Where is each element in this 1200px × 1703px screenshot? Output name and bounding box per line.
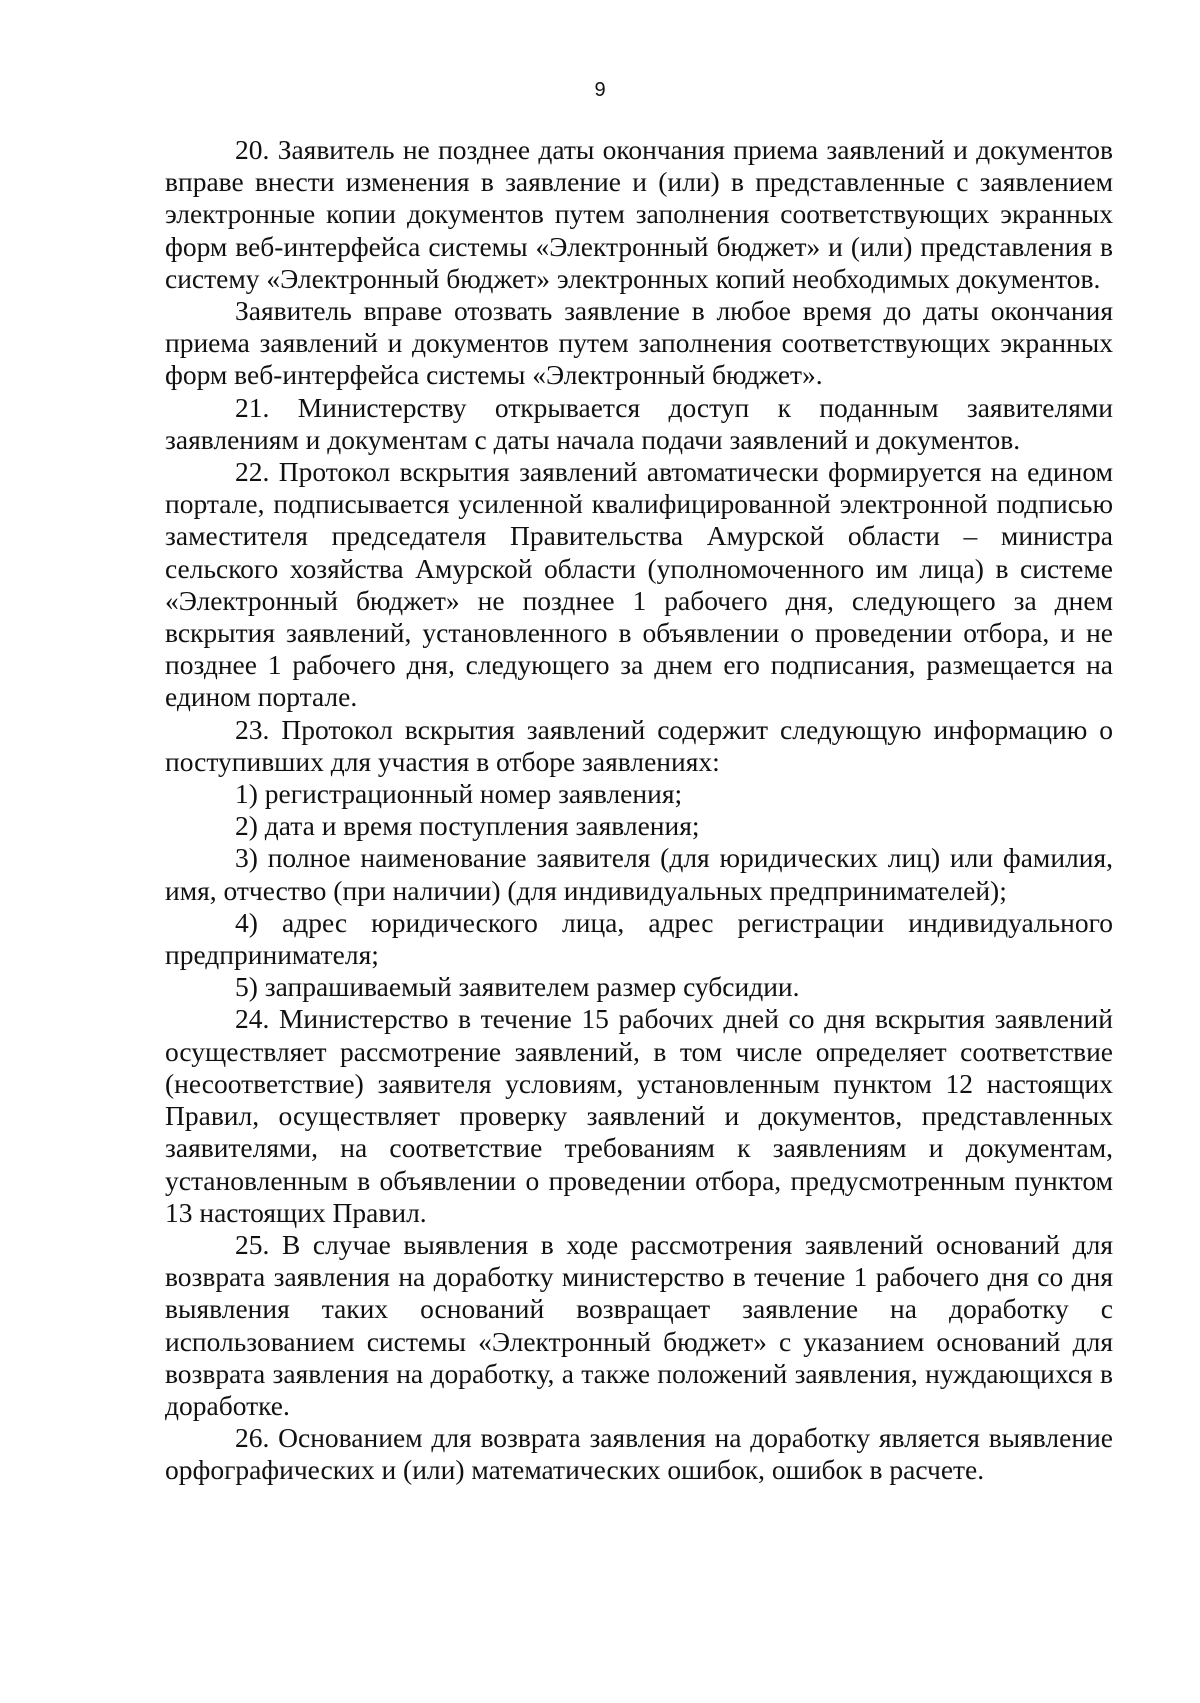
page-number: 9 [594,79,606,101]
document-body [165,134,1113,1487]
paragraph-20-withdrawal: Заявитель вправе отозвать заявление в любое время до даты окончания приема заявлений и документов путем заполнения соответствующих экранных форм веб-интерфейса системы «Электронный бюджет». [165,295,1113,391]
list-item-1: 1) регистрационный номер заявления; [235,778,683,810]
paragraph-22: 22. Протокол вскрытия заявлений автоматически формируется на едином портале, подписывается усиленной квалифицированной электронной подписью заместителя председателя Правительства Амурской области – министра сельского хозяйства Амурской области (уполномоченного им лица) в системе «Электронный бюджет» не позднее 1 рабочего дня, следующего за днем вскрытия заявлений, установленного в объявлении о проведении отбора, и не позднее 1 рабочего дня, следующего за днем его подписания, размещается на едином портале. [165,456,1113,713]
list-item-3: 3) полное наименование заявителя (для юридических лиц) или фамилия, имя, отчество (при наличии) (для индивидуальных предпринимателей); [165,842,1113,906]
paragraph-21: 21. Министерству открывается доступ к поданным заявителями заявлениям и документам с даты начала подачи заявлений и документов. [165,391,1113,455]
paragraph-23: 23. Протокол вскрытия заявлений содержит следующую информацию о поступивших для участия в отборе заявлениях: [165,713,1113,777]
paragraph-26: 26. Основанием для возврата заявления на доработку является выявление орфографических и (или) математических ошибок, ошибок в расчете. [165,1422,1113,1486]
paragraph-25: 25. В случае выявления в ходе рассмотрения заявлений оснований для возврата заявления на доработку министерство в течение 1 рабочего дня со дня выявления таких оснований возвращает заявление на доработку с использованием системы «Электронный бюджет» с указанием оснований для возврата заявления на доработку, а также положений заявления, нуждающихся в доработке. [165,1228,1113,1421]
list-item-5: 5) запрашиваемый заявителем размер субсидии. [235,971,800,1003]
list-item-2: 2) дата и время поступления заявления; [235,810,700,842]
list-item-4: 4) адрес юридического лица, адрес регистрации индивидуального предпринимателя; [165,906,1113,971]
paragraph-20: 20. Заявитель не позднее даты окончания приема заявлений и документов вправе внести изменения в заявление и (или) в представленные с заявлением электронные копии документов путем заполнения соответствующих экранных форм веб-интерфейса системы «Электронный бюджет» и (или) представления в систему «Электронный бюджет» электронных копий необходимых документов. [165,134,1113,294]
paragraph-24: 24. Министерство в течение 15 рабочих дней со дня вскрытия заявлений осуществляет рассмотрение заявлений, в том числе определяет соответствие (несоответствие) заявителя условиям, установленным пунктом 12 настоящих Правил, осуществляет проверку заявлений и документов, представленных заявителями, на соответствие требованиям к заявлениям и документам, установленным в объявлении о проведении отбора, предусмотренным пунктом 13 настоящих Правил. [165,1003,1113,1228]
